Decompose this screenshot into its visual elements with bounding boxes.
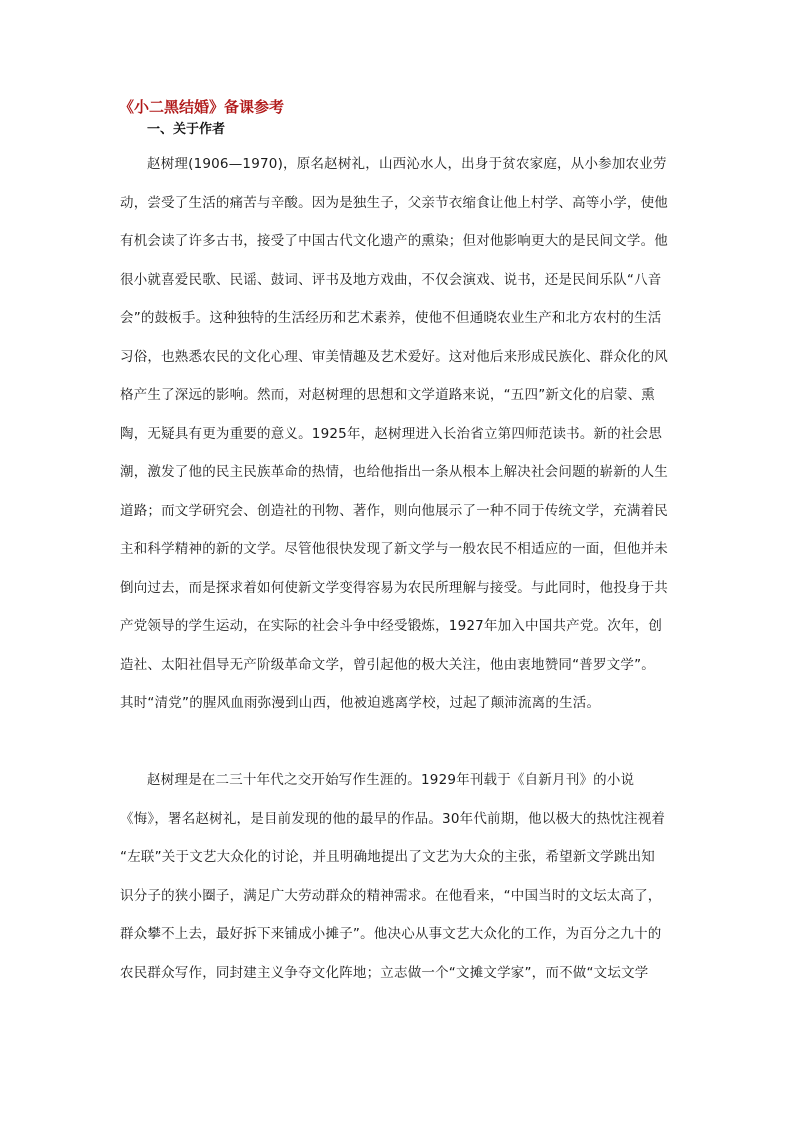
text-line: 习俗，也熟悉农民的文化心理、审美情趣及艺术爱好。这对他后来形成民族化、群众化的风 <box>120 348 668 365</box>
text-line: 倒向过去，而是探求着如何使新文学变得容易为农民所理解与接受。与此同时，他投身于共 <box>120 579 668 596</box>
section-heading: 一、关于作者 <box>147 122 226 137</box>
text-line: 其时“清党”的腥风血雨弥漫到山西，他被迫逃离学校，过起了颠沛流离的生活。 <box>120 695 601 711</box>
text-line: 道路；而文学研究会、创造社的刊物、著作，则向他展示了一种不同于传统文学，充满着民 <box>120 502 668 519</box>
text-line: 识分子的狭小圈子，满足广大劳动群众的精神需求。在他看来，“中国当时的文坛太高了， <box>120 887 662 904</box>
text-line: 很小就喜爱民歌、民谣、鼓词、评书及地方戏曲，不仅会演戏、说书，还是民间乐队“八音 <box>120 271 662 288</box>
text-line: 会”的鼓板手。这种独特的生活经历和艺术素养，使他不但通晓农业生产和北方农村的生活 <box>120 310 662 326</box>
text-line: 《悔》，署名赵树礼，是目前发现的他的最早的作品。30年代前期，他以极大的热忱注视着 <box>120 810 666 827</box>
text-line: 群众攀不上去，最好拆下来铺成小摊子”。他决心从事文艺大众化的工作，为百分之九十的 <box>120 926 662 942</box>
text-line: “左联”关于文艺大众化的讨论，并且明确地提出了文艺为大众的主张，希望新文学跳出知 <box>120 849 655 865</box>
text-line: 产党领导的学生运动，在实际的社会斗争中经受锻炼，1927年加入中国共产党。次年，创 <box>120 618 663 634</box>
text-line: 陶，无疑具有更为重要的意义。1925年，赵树理进入长治省立第四师范读书。新的社会思 <box>120 425 663 442</box>
text-line: 赵树理(1906—1970)，原名赵树礼，山西沁水人，出身于贫农家庭，从小参加农业劳 <box>147 156 667 172</box>
text-line: 农民群众写作，同封建主义争夺文化阵地；立志做一个“文摊文学家”，而不做“文坛文学 <box>120 964 649 981</box>
text-line: 造社、太阳社倡导无产阶级革命文学，曾引起他的极大关注，他由衷地赞同“普罗文学”。 <box>120 656 655 673</box>
text-line: 潮，激发了他的民主民族革命的热情，也给他指出一条从根本上解决社会问题的崭新的人生 <box>120 464 668 480</box>
text-line: 格产生了深远的影响。然而，对赵树理的思想和文学道路来说，“五四”新文化的启蒙、熏 <box>120 387 655 403</box>
text-line: 有机会读了许多古书，接受了中国古代文化遗产的熏染；但对他影响更大的是民间文学。他 <box>120 233 668 249</box>
text-line: 主和科学精神的新的文学。尽管他很快发现了新文学与一般农民不相适应的一面，但他并未 <box>120 541 668 557</box>
document-title: 《小二黑结婚》备课参考 <box>119 98 285 116</box>
text-line: 赵树理是在二三十年代之交开始写作生涯的。1929年刊载于《自新月刊》的小说 <box>147 772 635 788</box>
text-line: 动，尝受了生活的痛苦与辛酸。因为是独生子，父亲节衣缩食让他上村学、高等小学，使他 <box>120 194 668 211</box>
